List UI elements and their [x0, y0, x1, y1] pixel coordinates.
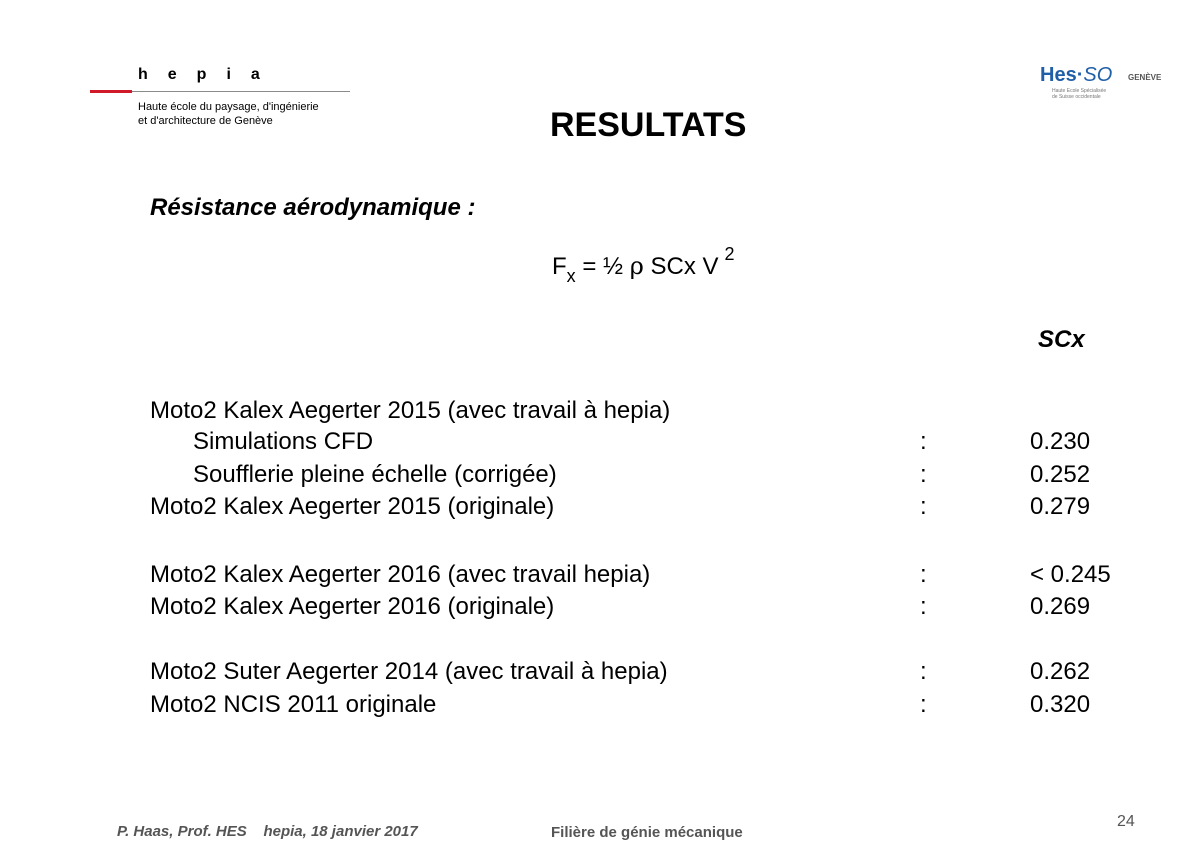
- results-row: [150, 396, 1150, 426]
- row-label: Moto2 Kalex Aegerter 2016 (originale): [150, 593, 555, 620]
- hes-logo-so: SO: [1083, 64, 1113, 86]
- row-value: 0.262: [1030, 658, 1091, 685]
- drag-formula: [552, 244, 735, 286]
- formula-f: F: [552, 253, 567, 280]
- row-value: 0.269: [1030, 593, 1091, 620]
- row-value: 0.279: [1030, 493, 1091, 520]
- hes-so-logo-text: [1040, 64, 1112, 87]
- row-label: Moto2 Kalex Aegerter 2015 (originale): [150, 493, 555, 520]
- row-label: Moto2 Kalex Aegerter 2015 (avec travail à hepia): [150, 397, 671, 424]
- results-row: [150, 592, 1150, 622]
- formula-rest: SCx V: [643, 253, 719, 280]
- results-row: [150, 657, 1150, 687]
- row-label: Moto2 NCIS 2011 originale: [150, 691, 437, 718]
- slide-subtitle: Résistance aérodynamique :: [150, 194, 476, 221]
- row-label: Soufflerie pleine échelle (corrigée): [193, 461, 557, 488]
- scx-column-header: SCx: [1038, 326, 1085, 353]
- hepia-logo-red-rule: [90, 90, 132, 93]
- footer-author-date: P. Haas, Prof. HES hepia, 18 janvier 2017: [117, 823, 418, 840]
- row-label: Moto2 Suter Aegerter 2014 (avec travail à hepia): [150, 658, 668, 685]
- formula-superscript: 2: [724, 244, 735, 264]
- hepia-logo: [90, 62, 350, 142]
- results-row: [150, 460, 1150, 490]
- formula-eq: = ½: [575, 253, 630, 280]
- hes-logo-hes: Hes: [1040, 64, 1077, 86]
- hepia-logo-line1: Haute école du paysage, d'ingénierie: [138, 101, 319, 113]
- page-number: 24: [1117, 813, 1135, 830]
- row-label: Moto2 Kalex Aegerter 2016 (avec travail hepia): [150, 561, 651, 588]
- results-row: [150, 560, 1150, 590]
- row-colon: :: [920, 658, 927, 685]
- results-row: [150, 427, 1150, 457]
- formula-subscript: x: [566, 266, 576, 286]
- results-row: [150, 690, 1150, 720]
- row-colon: :: [920, 691, 927, 718]
- hepia-logo-line2: et d'architecture de Genève: [138, 115, 273, 127]
- row-colon: :: [920, 461, 927, 488]
- row-label: Simulations CFD: [193, 428, 374, 455]
- row-value: 0.320: [1030, 691, 1091, 718]
- footer-department: Filière de génie mécanique: [551, 824, 743, 841]
- row-colon: :: [920, 561, 927, 588]
- row-colon: :: [920, 428, 927, 455]
- hes-logo-dot: ·: [1076, 64, 1084, 86]
- results-row: [150, 492, 1150, 522]
- row-value: 0.252: [1030, 461, 1091, 488]
- hepia-logo-word: hepia: [138, 66, 280, 83]
- row-value: < 0.245: [1030, 561, 1111, 588]
- formula-rho: ρ: [629, 252, 644, 280]
- row-colon: :: [920, 493, 927, 520]
- slide-title: RESULTATS: [550, 106, 747, 144]
- row-value: 0.230: [1030, 428, 1091, 455]
- hes-logo-geneve: GENÈVE: [1128, 73, 1162, 82]
- hes-logo-small1: Haute Ecole Spécialisée: [1052, 88, 1107, 94]
- hes-logo-small2: de Suisse occidentale: [1052, 94, 1101, 100]
- hes-so-logo: [1040, 64, 1170, 104]
- hepia-logo-grey-rule: [132, 91, 350, 92]
- row-colon: :: [920, 593, 927, 620]
